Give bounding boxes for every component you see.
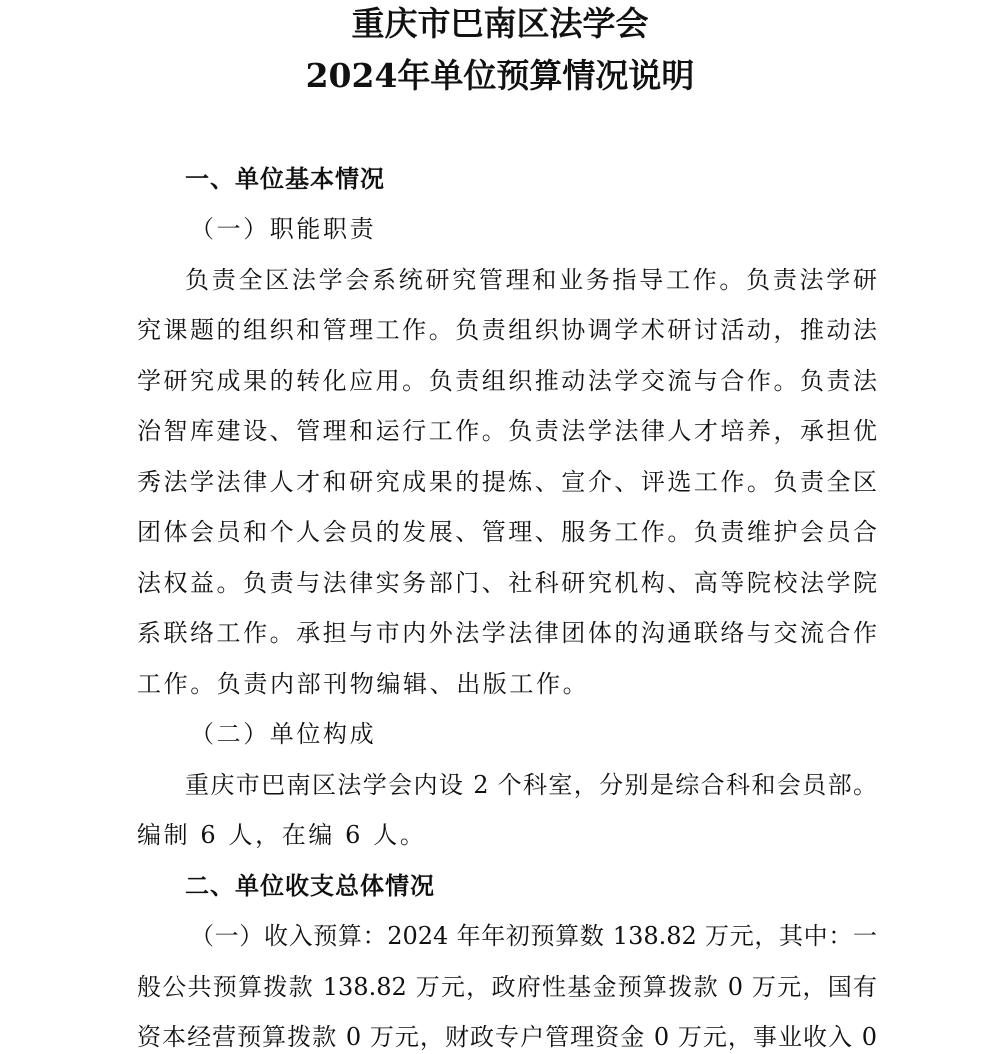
paragraph-line: 究课题的组织和管理工作。负责组织协调学术研讨活动，推动法: [137, 316, 877, 344]
paragraph-line: 系联络工作。承担与市内外法学法律团体的沟通联络与交流合作: [137, 619, 877, 647]
paragraph-line: （一）收入预算：2024 年年初预算数 138.82 万元，其中：一: [190, 922, 877, 950]
paragraph-line: 重庆市巴南区法学会内设 2 个科室，分别是综合科和会员部。: [185, 771, 877, 799]
paragraph-line: 编制 6 人，在编 6 人。: [137, 821, 427, 849]
paragraph-line: 秀法学法律人才和研究成果的提炼、宣介、评选工作。负责全区: [137, 468, 877, 496]
paragraph-line: 负责全区法学会系统研究管理和业务指导工作。负责法学研: [185, 266, 877, 294]
paragraph-line: 般公共预算拨款 138.82 万元，政府性基金预算拨款 0 万元，国有: [137, 973, 877, 1001]
paragraph-line: 团体会员和个人会员的发展、管理、服务工作。负责维护会员合: [137, 518, 877, 546]
paragraph-line: 法权益。负责与法律实务部门、社科研究机构、高等院校法学院: [137, 569, 877, 597]
section-1-heading: 一、单位基本情况: [185, 164, 385, 193]
document-title-line-2: 2024年单位预算情况说明: [305, 56, 695, 95]
section-2-heading: 二、单位收支总体情况: [185, 871, 435, 900]
subsection-2-heading: （二）单位构成: [190, 720, 377, 748]
paragraph-line: 工作。负责内部刊物编辑、出版工作。: [137, 670, 590, 698]
paragraph-line: 治智库建设、管理和运行工作。负责法学法律人才培养，承担优: [137, 417, 877, 445]
document-title-line-1: 重庆市巴南区法学会: [351, 4, 649, 43]
subsection-1-heading: （一）职能职责: [190, 215, 377, 243]
paragraph-line: 学研究成果的转化应用。负责组织推动法学交流与合作。负责法: [137, 367, 877, 395]
paragraph-line: 资本经营预算拨款 0 万元，财政专户管理资金 0 万元，事业收入 0: [137, 1023, 877, 1051]
